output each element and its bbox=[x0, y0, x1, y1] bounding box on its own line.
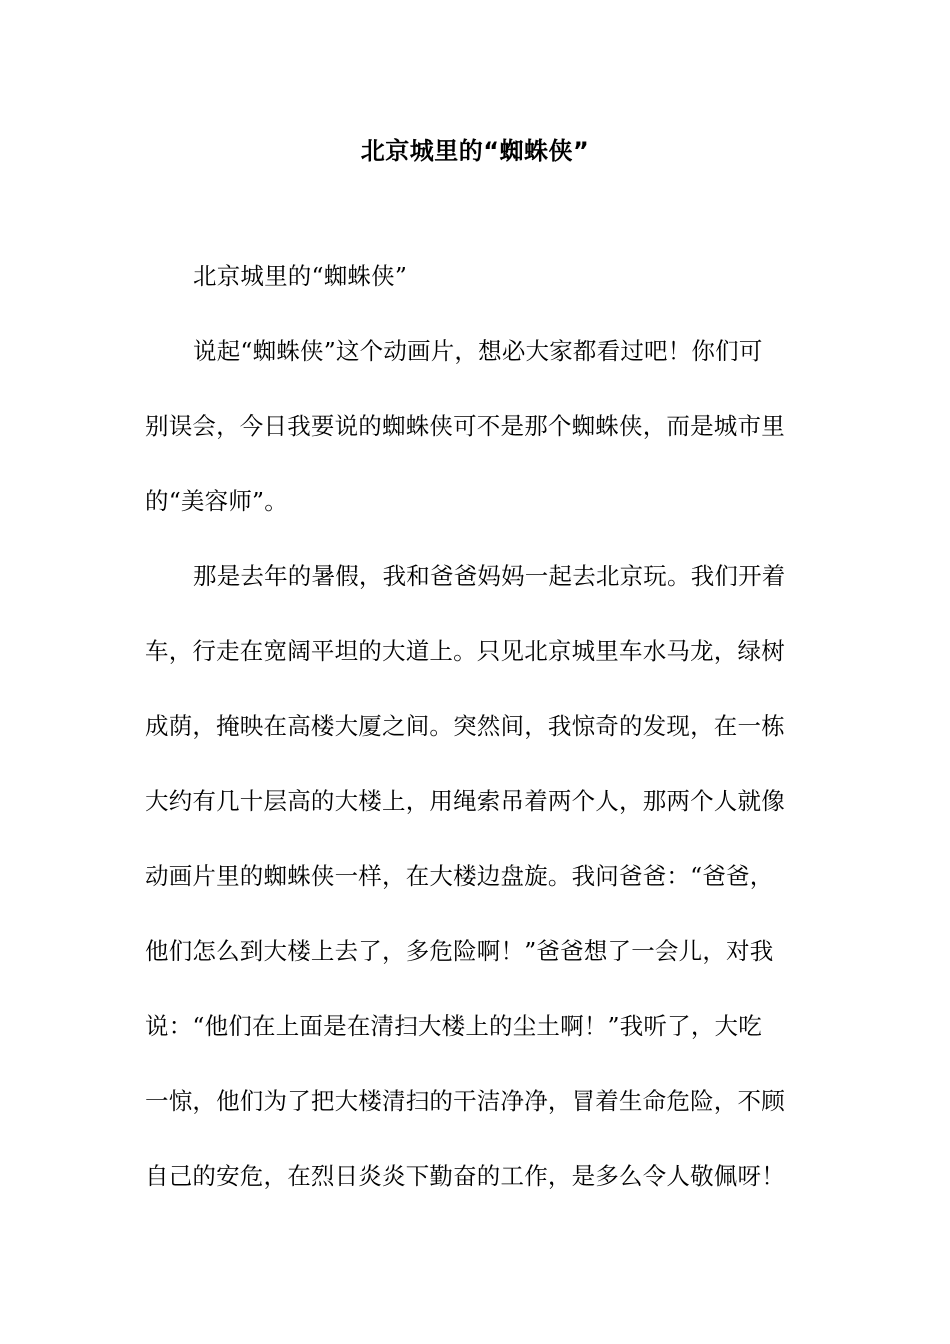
paragraph-line: 说起“蜘蛛侠”这个动画片，想必大家都看过吧！你们可 bbox=[193, 337, 763, 365]
paragraph-line: 说：“他们在上面是在清扫大楼上的尘土啊！”我听了，大吃 bbox=[145, 1012, 762, 1040]
document-body bbox=[145, 256, 810, 1231]
paragraph-line: 北京城里的“蜘蛛侠” bbox=[193, 262, 408, 290]
paragraph-line: 成荫，掩映在高楼大厦之间。突然间，我惊奇的发现，在一栋 bbox=[145, 712, 785, 740]
paragraph-line: 一惊，他们为了把大楼清扫的干洁净净，冒着生命危险，不顾 bbox=[145, 1087, 785, 1115]
paragraph-line: 自己的安危，在烈日炎炎下勤奋的工作，是多么令人敬佩呀！ bbox=[145, 1162, 785, 1190]
paragraph-line: 车，行走在宽阔平坦的大道上。只见北京城里车水马龙，绿树 bbox=[145, 637, 785, 665]
paragraph-line: 那是去年的暑假，我和爸爸妈妈一起去北京玩。我们开着 bbox=[193, 562, 786, 590]
paragraph-line: 的“美容师”。 bbox=[145, 487, 288, 515]
paragraph-line: 动画片里的蜘蛛侠一样，在大楼边盘旋。我问爸爸：“爸爸， bbox=[145, 862, 774, 890]
paragraph-line: 大约有几十层高的大楼上，用绳索吊着两个人，那两个人就像 bbox=[145, 787, 785, 815]
paragraph-line: 他们怎么到大楼上去了，多危险啊！”爸爸想了一会儿，对我 bbox=[145, 937, 774, 965]
document-title: 北京城里的“蜘蛛侠” bbox=[360, 137, 590, 165]
paragraph-line: 别误会，今日我要说的蜘蛛侠可不是那个蜘蛛侠，而是城市里 bbox=[145, 412, 785, 440]
